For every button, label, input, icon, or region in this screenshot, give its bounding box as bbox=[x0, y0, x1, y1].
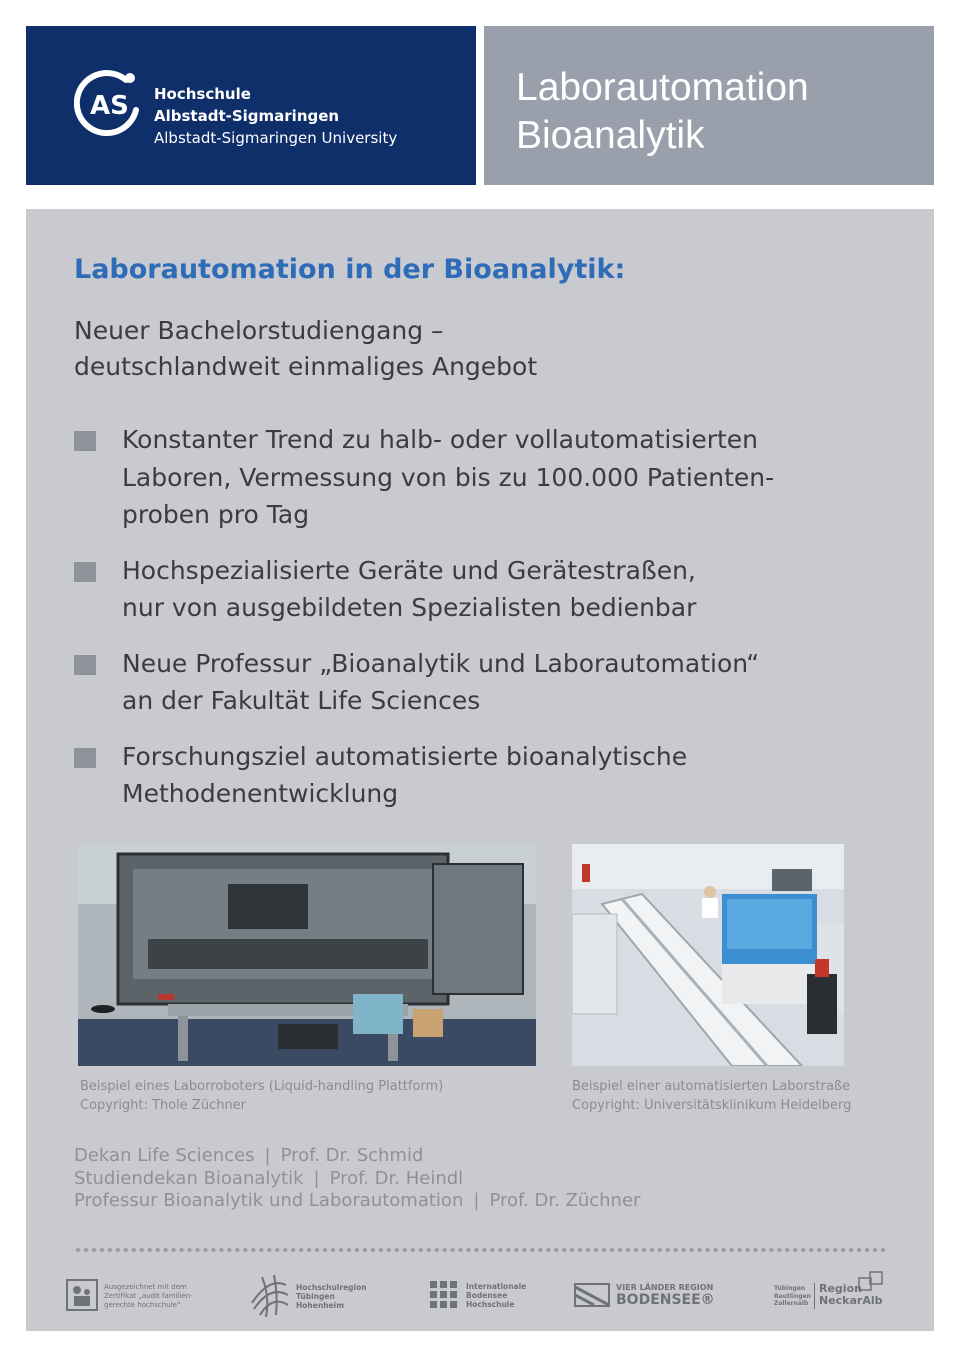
university-logo-icon bbox=[74, 66, 146, 138]
hochschulregion-line-2: Tübingen bbox=[296, 1292, 335, 1301]
photo-caption-robot bbox=[80, 1077, 443, 1115]
faculty-credits bbox=[74, 1145, 640, 1213]
bullet-square-icon bbox=[74, 655, 96, 675]
hochschulregion-line-3: Hohenheim bbox=[296, 1301, 345, 1310]
neckaralb-line-1: Tübingen bbox=[774, 1285, 806, 1292]
neckaralb-line-2: Reutlingen bbox=[774, 1292, 811, 1300]
bodensee-wave-icon bbox=[574, 1283, 610, 1307]
credit-role: Studiendekan Bioanalytik bbox=[74, 1167, 304, 1189]
footer-logo-audit bbox=[66, 1269, 196, 1319]
bullet-item bbox=[74, 645, 854, 720]
bodensee-line-1: VIER LÄNDER REGION bbox=[616, 1283, 714, 1292]
bullet-line: Methodenentwicklung bbox=[122, 779, 399, 808]
footer-logo-ibh bbox=[430, 1269, 530, 1319]
logo-line-3: Albstadt-Sigmaringen University bbox=[154, 129, 398, 147]
university-logo-panel bbox=[26, 26, 476, 185]
hochschulregion-line-1: Hochschulregion bbox=[296, 1283, 367, 1292]
bullet-line: Neue Professur „Bioanalytik und Laborautomation“ bbox=[122, 648, 760, 678]
headline: Laborautomation in der Bioanalytik: bbox=[74, 254, 626, 285]
logo-wordmark bbox=[154, 83, 397, 149]
family-audit-icon bbox=[66, 1279, 98, 1311]
bodensee-line-2: BODENSEE® bbox=[616, 1292, 715, 1308]
logo-line-1: Hochschule bbox=[154, 85, 251, 103]
photo-automated-lab-line bbox=[572, 844, 844, 1066]
bullet-list bbox=[74, 421, 854, 831]
neckaralb-line-3: Zollernalb bbox=[774, 1300, 809, 1307]
globe-lines-icon bbox=[248, 1273, 290, 1317]
bullet-line: Konstanter Trend zu halb- oder vollautomatisierten bbox=[122, 425, 759, 454]
bullet-line: nur von ausgebildeten Spezialisten bedienbar bbox=[122, 593, 697, 622]
neckaralb-line-5: NeckarAlb bbox=[819, 1294, 883, 1307]
footer-logo-hochschulregion bbox=[248, 1269, 378, 1319]
credit-separator: | bbox=[264, 1145, 271, 1166]
program-title bbox=[516, 64, 809, 160]
ibh-line-1: Internationale bbox=[466, 1282, 527, 1291]
logo-line-2: Albstadt-Sigmaringen bbox=[154, 107, 340, 125]
photo-liquid-handling-robot bbox=[78, 844, 536, 1066]
subheadline-line-1: Neuer Bachelorstudiengang – bbox=[74, 316, 444, 345]
credit-role: Dekan Life Sciences bbox=[74, 1145, 255, 1166]
program-title-panel bbox=[484, 26, 934, 185]
bullet-line: Forschungsziel automatisierte bioanalytische bbox=[122, 741, 688, 771]
credit-separator: | bbox=[473, 1190, 480, 1211]
bullet-line: Hochspezialisierte Geräte und Gerätestraßen, bbox=[122, 555, 696, 585]
program-title-line-1: Laborautomation bbox=[516, 66, 809, 109]
bullet-line: proben pro Tag bbox=[122, 500, 310, 529]
credit-separator: | bbox=[313, 1167, 320, 1189]
subheadline-line-2: deutschlandweit einmaliges Angebot bbox=[74, 352, 538, 381]
ibh-line-2: Bodensee bbox=[466, 1291, 508, 1300]
footer-logo-neckaralb bbox=[774, 1269, 886, 1319]
caption-text: Beispiel eines Laborroboters (Liquid-handling Plattform) bbox=[80, 1079, 444, 1094]
grid-squares-icon bbox=[430, 1281, 458, 1309]
credit-role: Professur Bioanalytik und Laborautomation bbox=[74, 1190, 464, 1211]
caption-text: Beispiel einer automatisierten Laborstraße bbox=[572, 1079, 851, 1094]
audit-line-1: Ausgezeichnet mit dem bbox=[104, 1283, 187, 1291]
neckaralb-line-4: Region bbox=[819, 1282, 862, 1295]
footer-logo-bodensee bbox=[574, 1269, 724, 1319]
credit-row bbox=[74, 1145, 640, 1168]
main-content-panel bbox=[26, 209, 934, 1331]
photo-caption-lab-line bbox=[572, 1077, 851, 1115]
bullet-square-icon bbox=[74, 431, 96, 451]
bullet-item bbox=[74, 421, 854, 534]
credit-row bbox=[74, 1168, 640, 1191]
caption-copyright: Copyright: Universitätsklinikum Heidelberg bbox=[572, 1098, 852, 1113]
ibh-line-3: Hochschule bbox=[466, 1300, 515, 1309]
bullet-line: an der Fakultät Life Sciences bbox=[122, 686, 481, 715]
audit-line-3: gerechte hochschule“ bbox=[104, 1301, 181, 1309]
subheadline bbox=[74, 313, 537, 385]
credit-name: Prof. Dr. Schmid bbox=[280, 1145, 424, 1166]
credit-name: Prof. Dr. Heindl bbox=[329, 1167, 464, 1189]
logo-monogram: AS bbox=[90, 91, 129, 121]
audit-line-2: Zertifikat „audit familien- bbox=[104, 1292, 193, 1300]
caption-copyright: Copyright: Thole Züchner bbox=[80, 1098, 247, 1113]
bullet-square-icon bbox=[74, 748, 96, 768]
overlapping-squares-icon bbox=[858, 1271, 884, 1291]
neckaralb-divider bbox=[814, 1283, 815, 1309]
bullet-item bbox=[74, 738, 854, 813]
credit-name: Prof. Dr. Züchner bbox=[489, 1190, 641, 1211]
bullet-line: Laboren, Vermessung von bis zu 100.000 Patienten- bbox=[122, 462, 775, 492]
bullet-square-icon bbox=[74, 562, 96, 582]
dotted-divider bbox=[76, 1248, 886, 1252]
credit-row bbox=[74, 1190, 640, 1213]
bullet-item bbox=[74, 552, 854, 627]
program-title-line-2: Bioanalytik bbox=[516, 114, 705, 157]
